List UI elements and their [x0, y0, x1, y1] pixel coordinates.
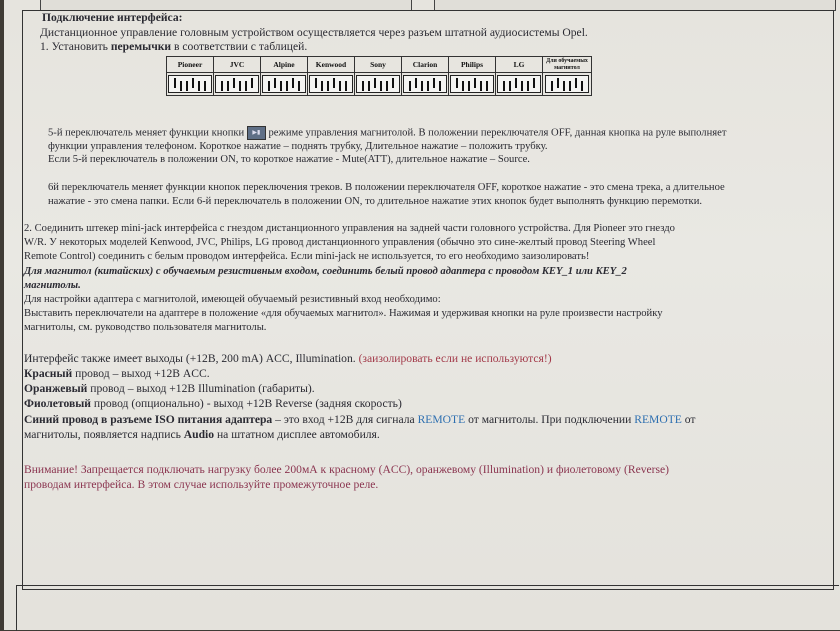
para6-line1: 6й переключатель меняет функции кнопок переключения треков. В положении переключателя OFF, короткое нажатие - это смена трека, а длительное: [48, 182, 725, 193]
switch-cell: [402, 73, 449, 96]
switch-cell: [167, 73, 214, 96]
switch-block-icon: [450, 75, 494, 93]
outputs-intro: Интерфейс также имеет выходы (+12В, 200 mA) ACC, Illumination. (заизолировать если не используются!): [24, 352, 552, 365]
step2-line1: 2. Соединить штекер mini-jack интерфейса с гнездом дистанционного управления на задней части головного устройства. Для Pioneer это гнездо: [24, 223, 675, 234]
switch-cell: [308, 73, 355, 96]
violet-wire-line: Фиолетовый провод (опционально) - выход +12В Reverse (задняя скорость): [24, 397, 402, 410]
table-header: Clarion: [402, 57, 449, 73]
switch-cell: [496, 73, 543, 96]
para5-line3: Если 5-й переключатель в положении ON, то короткое нажатие - Mute(ATT), длительное нажатие – Source.: [48, 154, 530, 165]
step2-line3: Remote Control) соединить с белым проводом интерфейса. Если mini-jack не используется, то его необходимо заизолировать!: [24, 251, 590, 262]
intro-text: Дистанционное управление головным устройством осуществляется через разъем штатной аудиосистемы Opel.: [40, 26, 588, 39]
table-header: Для обучаемых магнитол: [543, 57, 592, 73]
switch-block-icon: [497, 75, 541, 93]
blue-wire-line1: Синий провод в разъеме ISO питания адаптера – это вход +12В для сигнала REMOTE от магнитолы. При подключении REMOTE от: [24, 413, 696, 426]
step2-line6: Для настройки адаптера с магнитолой, имеющей обучаемый резистивный вход необходимо:: [24, 294, 441, 305]
switch-cell: [543, 73, 592, 96]
step2-line5: магнитолы.: [24, 280, 81, 291]
orange-wire-line: Оранжевый провод – выход +12В Illumination (габариты).: [24, 382, 315, 395]
switch-cell: [355, 73, 402, 96]
warning-line1: Внимание! Запрещается подключать нагрузку более 200мА к красному (ACC), оранжевому (Illumination) и фиолетовому (Reverse): [24, 463, 670, 476]
para6-line2: нажатие - это смена папки. Если 6-й переключатель в положении ON, то длительное нажатие этих кнопок будет выполнять функцию перемотки.: [48, 196, 703, 207]
switch-block-icon: [356, 75, 400, 93]
blue-wire-line2: магнитолы, появляется надпись Audio на штатном дисплее автомобиля.: [24, 428, 380, 441]
step2-line2: W/R. У некоторых моделей Kenwood, JVC, Philips, LG провод дистанционного управления (обычно это сине-желтый провод Steering Wheel: [24, 237, 656, 248]
red-wire-line: Красный провод – выход +12В ACC.: [24, 367, 210, 380]
section-heading: Подключение интерфейса:: [42, 11, 183, 24]
jumper-table: [166, 56, 592, 96]
table-header: Alpine: [261, 57, 308, 73]
step2-line7: Выставить переключатели на адаптере в положение «для обучаемых магнитол». Нажимая и удерживая кнопки на руле произвести настройку: [24, 308, 663, 319]
para5-line1: 5-й переключатель меняет функции кнопки ▶▮ режиме управления магнитолой. В положении переключателя OFF, данная кнопка на руле выполняет: [48, 127, 727, 139]
table-header: Sony: [355, 57, 402, 73]
step2-line4: Для магнитол (китайских) с обучаемым резистивным входом, соединить белый провод адаптера с проводом KEY_1 или KEY_2: [24, 266, 627, 277]
warning-line2: проводам интерфейса. В этом случае используйте промежуточное реле.: [24, 478, 379, 491]
switch-block-icon: [215, 75, 259, 93]
table-header: Pioneer: [167, 57, 214, 73]
switch-block-icon: [545, 75, 589, 93]
switch-block-icon: [403, 75, 447, 93]
para5-line2: функции управления телефоном. Короткое нажатие – поднять трубку, Длительное нажатие – положить трубку.: [48, 141, 548, 152]
switch-cell: [261, 73, 308, 96]
switch-block-icon: [262, 75, 306, 93]
switch-block-icon: [309, 75, 353, 93]
steering-button-icon: ▶▮: [247, 126, 266, 140]
switch-cell: [449, 73, 496, 96]
table-header: LG: [496, 57, 543, 73]
bottom-frame: [16, 585, 839, 631]
table-header: Kenwood: [308, 57, 355, 73]
switch-cell: [214, 73, 261, 96]
step2-line8: магнитолы, см. руководство пользователя магнитолы.: [24, 322, 267, 333]
switch-block-icon: [168, 75, 212, 93]
table-header: Philips: [449, 57, 496, 73]
table-header: JVC: [214, 57, 261, 73]
step1-text: 1. Установить перемычки в соответствии с таблицей.: [40, 40, 308, 53]
